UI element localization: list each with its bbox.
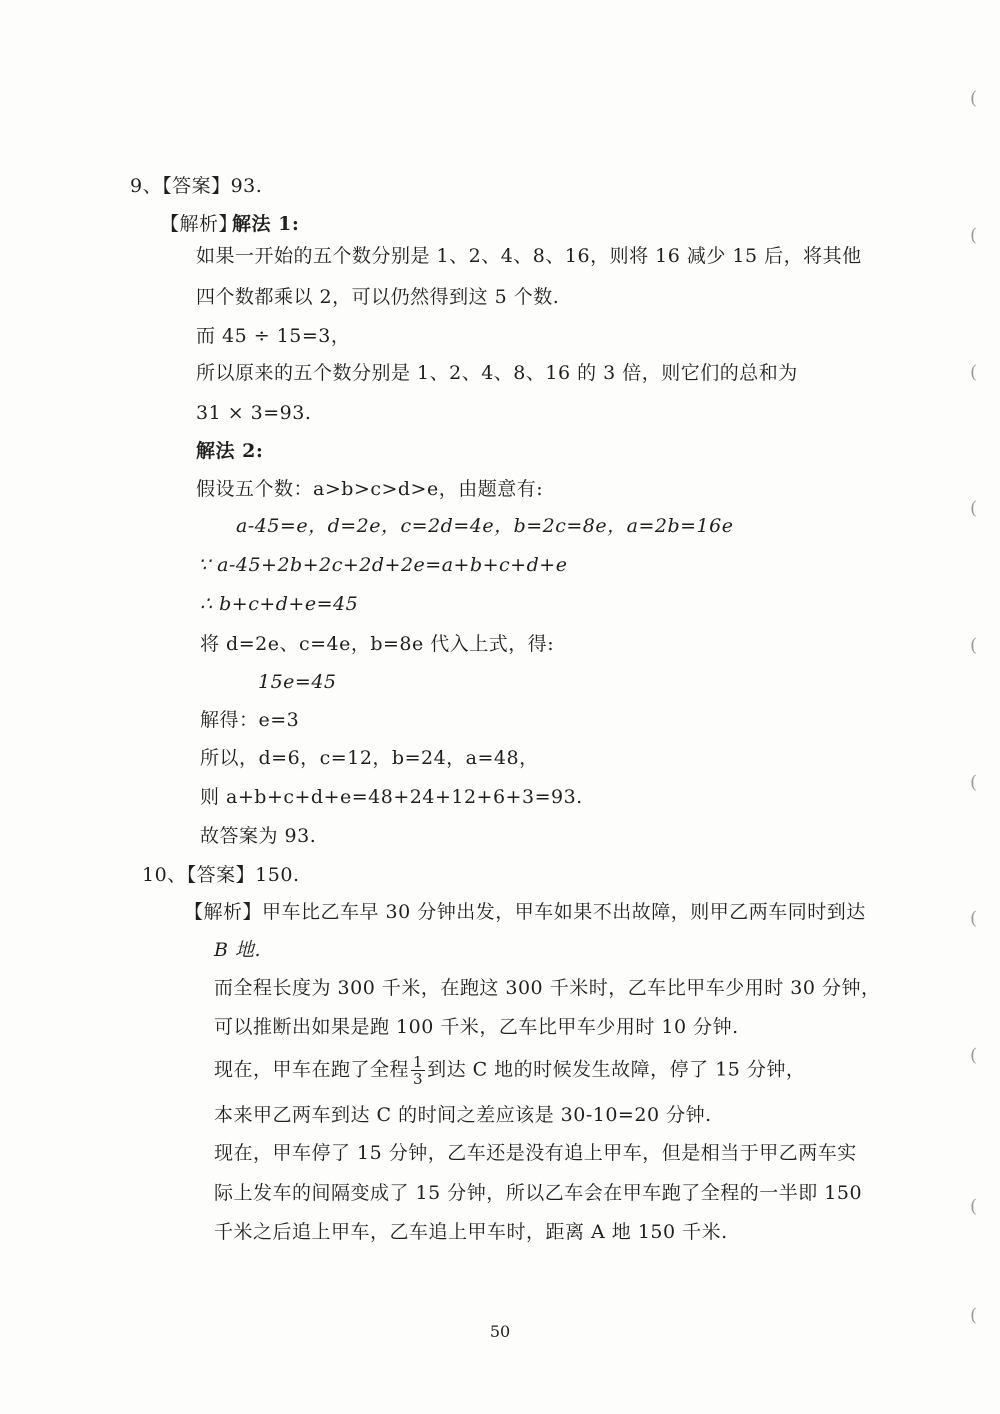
binding-hole-mark: ( bbox=[970, 772, 978, 793]
q10-line: 可以推断出如果是跑 100 千米，乙车比甲车少用时 10 分钟. bbox=[214, 1016, 739, 1038]
q9-equation: 15e=45 bbox=[258, 671, 337, 693]
binding-hole-mark: ( bbox=[970, 362, 978, 383]
q9-line: 解得：e=3 bbox=[200, 709, 300, 731]
q10-line: 千米之后追上甲车，乙车追上甲车时，距离 A 地 150 千米. bbox=[214, 1221, 728, 1243]
q9-analysis-label: 【解析】 bbox=[160, 213, 239, 235]
q9-line: 如果一开始的五个数分别是 1、2、4、8、16，则将 16 减少 15 后，将其他 bbox=[196, 245, 862, 267]
q10-line-part: 现在，甲车在跑了全程 bbox=[214, 1058, 410, 1081]
q10-line: 【解析】甲车比乙车早 30 分钟出发，甲车如果不出故障，则甲乙两车同时到达 bbox=[184, 901, 866, 923]
binding-hole-mark: ( bbox=[970, 1196, 978, 1217]
q10-line-fraction bbox=[214, 1054, 805, 1087]
binding-hole-mark: ( bbox=[970, 908, 978, 929]
binding-hole-mark: ( bbox=[970, 1305, 978, 1326]
q9-line: 四个数都乘以 2，可以仍然得到这 5 个数. bbox=[196, 286, 560, 308]
q9-equation: a-45=e，d=2e，c=2d=4e，b=2c=8e，a=2b=16e bbox=[236, 515, 734, 537]
q9-line: 则 a+b+c+d+e=48+24+12+6+3=93. bbox=[200, 786, 583, 808]
q9-line: 所以原来的五个数分别是 1、2、4、8、16 的 3 倍，则它们的总和为 bbox=[196, 362, 798, 384]
q9-equation: ∴ b+c+d+e=45 bbox=[200, 593, 359, 615]
q9-line: 而 45 ÷ 15=3， bbox=[196, 325, 351, 347]
q10-line: B 地. bbox=[214, 939, 262, 961]
q10-line: 本来甲乙两车到达 C 的时间之差应该是 30-10=20 分钟. bbox=[214, 1104, 712, 1126]
q10-line: 而全程长度为 300 千米，在跑这 300 千米时，乙车比甲车少用时 30 分钟， bbox=[214, 977, 881, 999]
q10-answer: 10、【答案】150. bbox=[142, 864, 300, 886]
q9-line: 31 × 3=93. bbox=[196, 402, 312, 424]
q9-answer: 9、【答案】93. bbox=[130, 175, 263, 197]
q10-line: 现在，甲车停了 15 分钟，乙车还是没有追上甲车，但是相当于甲乙两车实 bbox=[214, 1142, 857, 1164]
q10-line-part: 到达 C 地的时候发生故障，停了 15 分钟， bbox=[427, 1058, 806, 1081]
binding-hole-mark: ( bbox=[970, 635, 978, 656]
page-number: 50 bbox=[489, 1322, 511, 1341]
binding-hole-mark: ( bbox=[970, 1045, 978, 1066]
q10-line: 际上发车的间隔变成了 15 分钟，所以乙车会在甲车跑了全程的一半即 150 bbox=[214, 1182, 863, 1204]
q9-conclusion: 故答案为 93. bbox=[200, 825, 317, 847]
q9-line: 所以，d=6，c=12，b=24，a=48， bbox=[200, 747, 539, 769]
q9-method1-heading: 解法 1: bbox=[232, 213, 300, 235]
q9-equation: ∵ a-45+2b+2c+2d+2e=a+b+c+d+e bbox=[198, 554, 568, 576]
q9-method2-heading: 解法 2: bbox=[196, 440, 264, 462]
one-third-fraction bbox=[411, 1054, 425, 1087]
binding-hole-mark: ( bbox=[970, 498, 978, 519]
q9-line: 假设五个数：a>b>c>d>e，由题意有: bbox=[196, 478, 544, 500]
q9-line: 将 d=2e、c=4e，b=8e 代入上式，得: bbox=[200, 633, 555, 655]
fraction-numerator: 1 bbox=[413, 1053, 424, 1071]
binding-hole-mark: ( bbox=[970, 88, 978, 109]
fraction-denominator: 3 bbox=[413, 1070, 424, 1088]
binding-hole-mark: ( bbox=[970, 225, 978, 246]
